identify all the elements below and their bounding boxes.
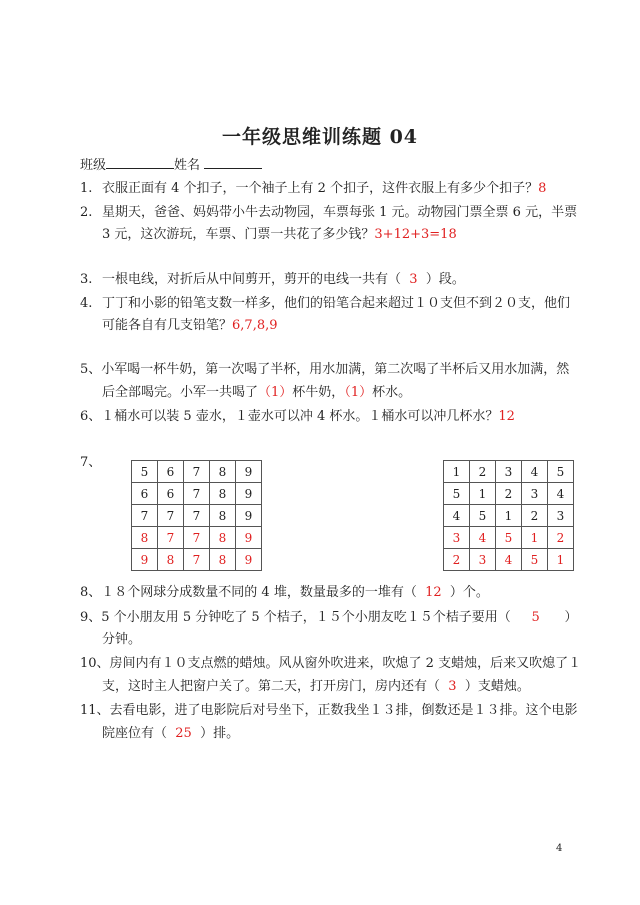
grid-cell: 9	[132, 549, 158, 571]
question-1	[80, 181, 546, 197]
question-number: 7、	[80, 455, 102, 470]
page-number: 4	[556, 843, 563, 854]
grid-cell: 4	[444, 505, 470, 527]
grid-cell: 8	[210, 505, 236, 527]
grid-cell: 7	[184, 549, 210, 571]
question-text: 可能各自有几支铅笔？	[102, 318, 233, 333]
grid-cell: 3	[444, 527, 470, 549]
grid-cell: 4	[470, 527, 496, 549]
name-blank	[204, 156, 262, 169]
grid-cell: 5	[132, 461, 158, 483]
question-4-line-2	[102, 318, 278, 334]
question-10-line-2	[102, 679, 530, 695]
grid-cell: 7	[132, 505, 158, 527]
question-number: 2.	[80, 205, 93, 220]
question-2	[80, 205, 577, 221]
grid-cell: 9	[236, 461, 262, 483]
grid-cell: 8	[210, 549, 236, 571]
grid-cell: 9	[236, 483, 262, 505]
question-text: ）支蜡烛。	[464, 679, 530, 694]
grid-row	[132, 483, 262, 505]
answer: 25	[175, 726, 192, 741]
grid-cell: 1	[522, 527, 548, 549]
grid-cell: 8	[210, 527, 236, 549]
grid-cell: 4	[496, 549, 522, 571]
grid-cell: 3	[496, 461, 522, 483]
question-11-line-2	[102, 726, 239, 742]
grid-cell: 6	[158, 461, 184, 483]
question-text: ）	[564, 610, 578, 625]
question-7	[80, 455, 101, 471]
grid-cell: 6	[158, 483, 184, 505]
question-11	[80, 703, 578, 719]
grid-cell: 1	[444, 461, 470, 483]
grid-cell: 8	[210, 483, 236, 505]
grid-cell: 5	[548, 461, 574, 483]
grid-cell: 9	[236, 549, 262, 571]
grid-cell: 2	[522, 505, 548, 527]
grid-cell: 2	[548, 527, 574, 549]
question-3	[80, 272, 465, 288]
grid-cell: 2	[470, 461, 496, 483]
question-text: 衣服正面有 4 个扣子，一个袖子上有 2 个扣子，这件衣服上有多少个扣子？	[102, 181, 539, 196]
grid-cell: 5	[496, 527, 522, 549]
grid-cell: 2	[444, 549, 470, 571]
class-blank	[106, 156, 174, 169]
student-info	[80, 156, 262, 174]
grid-cell: 8	[132, 527, 158, 549]
question-text: １桶水可以装 5 壶水，１壶水可以冲 4 杯水。１桶水可以冲几杯水？	[101, 409, 499, 424]
grid-cell: 6	[132, 483, 158, 505]
grid-row	[132, 461, 262, 483]
page-title: 一年级思维训练题 04	[221, 126, 419, 148]
question-text: １８个网球分成数量不同的 4 堆，数量最多的一堆有（	[101, 585, 417, 600]
grid-cell: 7	[184, 483, 210, 505]
answer: 5	[531, 610, 540, 625]
grid-cell: 1	[470, 483, 496, 505]
question-text: 星期天，爸爸、妈妈带小牛去动物园，车票每张 1 元。动物园门票全票 6 元，半票	[102, 205, 578, 220]
question-text: 杯水。	[372, 385, 412, 400]
question-number: 9、	[80, 610, 102, 625]
question-number: 11、	[80, 703, 110, 718]
question-text: 分钟。	[102, 632, 142, 647]
question-text: 3 元，这次游玩，车票、门票一共花了多少钱？	[102, 227, 375, 242]
grid-row	[444, 549, 574, 571]
question-text: 房间内有１０支点燃的蜡烛。风从窗外吹进来，吹熄了 2 支蜡烛，后来又吹熄了１	[109, 656, 582, 671]
answer: （1）	[344, 385, 373, 400]
grid-cell: 8	[158, 549, 184, 571]
number-grid-right	[443, 460, 574, 571]
grid-cell: 7	[158, 505, 184, 527]
question-text: 丁丁和小影的铅笔支数一样多，他们的铅笔合起来超过１０支但不到２０支，他们	[102, 296, 571, 311]
question-text: 后全部喝完。小军一共喝了	[102, 385, 259, 400]
number-grid-left	[131, 460, 262, 571]
question-text: 5 个小朋友用 5 分钟吃了 5 个桔子，１５个小朋友吃１５个桔子要用（	[101, 610, 511, 625]
grid-cell: 3	[522, 483, 548, 505]
question-text: ）个。	[449, 585, 489, 600]
grid-cell: 9	[236, 527, 262, 549]
grid-cell: 7	[158, 527, 184, 549]
question-9	[80, 610, 578, 626]
answer: 8	[538, 181, 547, 196]
question-text: ）段。	[425, 272, 465, 287]
question-2-line-2	[102, 227, 457, 243]
answer: 6,7,8,9	[232, 318, 278, 333]
grid-row	[132, 549, 262, 571]
grid-cell: 7	[184, 527, 210, 549]
question-number: 10、	[80, 656, 110, 671]
grid-row	[444, 527, 574, 549]
question-text: 一根电线，对折后从中间剪开，剪开的电线一共有（	[102, 272, 402, 287]
grid-row	[444, 461, 574, 483]
question-number: 6、	[80, 409, 102, 424]
question-number: 1.	[80, 181, 93, 196]
question-text: 杯牛奶，	[292, 385, 345, 400]
question-text: 支，这时主人把窗户关了。第二天，打开房门，房内还有（	[102, 679, 441, 694]
grid-cell: 8	[210, 461, 236, 483]
grid-cell: 5	[470, 505, 496, 527]
grid-cell: 5	[522, 549, 548, 571]
grid-cell: 5	[444, 483, 470, 505]
grid-row	[444, 483, 574, 505]
answer: 12	[425, 585, 442, 600]
question-4	[80, 296, 570, 312]
question-number: 8、	[80, 585, 102, 600]
grid-cell: 3	[470, 549, 496, 571]
question-number: 5、	[80, 362, 102, 377]
class-label: 班级	[80, 158, 107, 173]
grid-cell: 1	[548, 549, 574, 571]
question-8	[80, 585, 489, 601]
grid-cell: 9	[236, 505, 262, 527]
question-5-line-2	[102, 385, 411, 401]
answer: 12	[498, 409, 515, 424]
answer: （1）	[258, 385, 293, 400]
grid-row	[444, 505, 574, 527]
grid-cell: 4	[522, 461, 548, 483]
question-text: 小军喝一杯牛奶，第一次喝了半杯，用水加满，第二次喝了半杯后又用水加满，然	[101, 362, 570, 377]
question-text: 院座位有（	[102, 726, 168, 741]
grid-row	[132, 527, 262, 549]
question-number: 4.	[80, 296, 93, 311]
grid-cell: 3	[548, 505, 574, 527]
answer: 3+12+3=18	[374, 227, 457, 242]
grid-cell: 2	[496, 483, 522, 505]
question-10	[80, 656, 581, 672]
question-text: 去看电影，进了电影院后对号坐下，正数我坐１３排，倒数还是１３排。这个电影	[109, 703, 578, 718]
name-label: 姓名	[174, 158, 201, 173]
question-number: 3.	[80, 272, 93, 287]
grid-cell: 7	[184, 505, 210, 527]
grid-row	[132, 505, 262, 527]
grid-cell: 1	[496, 505, 522, 527]
question-6	[80, 409, 515, 425]
question-text: ）排。	[200, 726, 240, 741]
question-9-line-2	[102, 632, 141, 648]
grid-cell: 4	[548, 483, 574, 505]
grid-cell: 7	[184, 461, 210, 483]
question-5	[80, 362, 569, 378]
answer: 3	[448, 679, 457, 694]
answer: 3	[409, 272, 418, 287]
